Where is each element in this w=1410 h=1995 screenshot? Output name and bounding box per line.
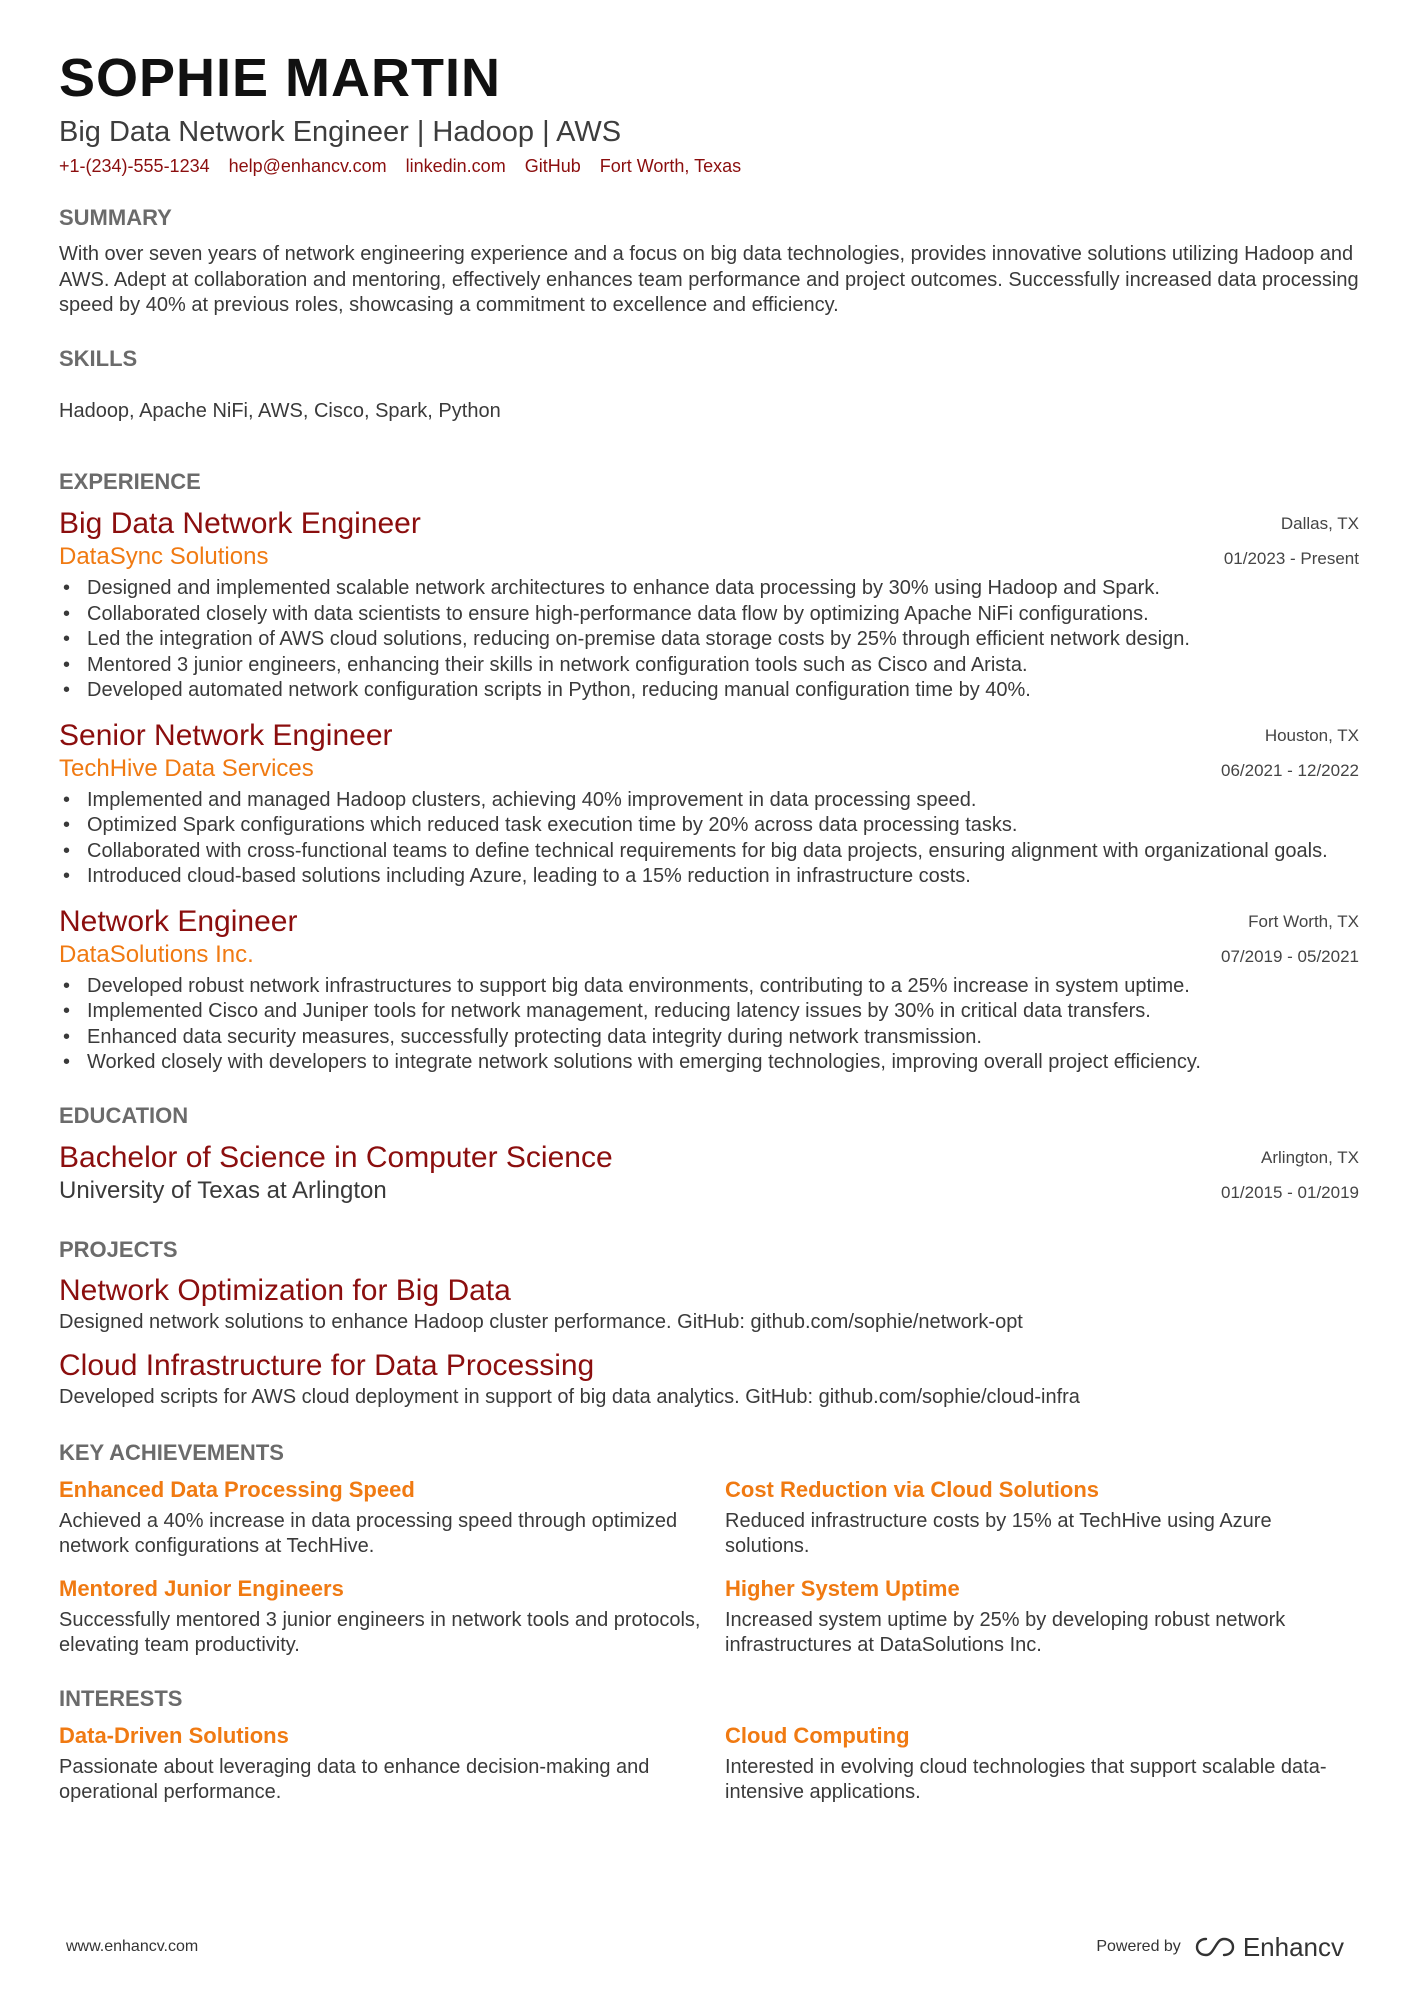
section-title-projects: PROJECTS bbox=[59, 1236, 178, 1262]
page-footer bbox=[66, 1932, 1344, 1962]
bullet-item: • Developed robust network infrastructures to support big data environments, contributing to a 25% increase in system uptime. bbox=[59, 974, 1359, 1000]
resume-page bbox=[59, 46, 1359, 1806]
bullet-item: • Enhanced data security measures, successfully protecting data integrity during network transmission. bbox=[59, 1025, 1359, 1051]
footer-branding bbox=[1096, 1932, 1344, 1963]
interest-text: Passionate about leveraging data to enhance decision-making and operational performance. bbox=[59, 1755, 650, 1803]
achievement-text: Achieved a 40% increase in data processing speed through optimized network configurations at TechHive. bbox=[59, 1509, 678, 1557]
project-description: Designed network solutions to enhance Hadoop cluster performance. GitHub: github.com/sophie/network-opt bbox=[59, 1310, 1023, 1333]
skills-text: Hadoop, Apache NiFi, AWS, Cisco, Spark, Python bbox=[59, 399, 501, 422]
achievement-title: Mentored Junior Engineers bbox=[59, 1575, 344, 1601]
education-dates: 01/2015 - 01/2019 bbox=[1220, 1182, 1359, 1202]
experience-entry bbox=[59, 904, 1359, 1076]
project-title: Cloud Infrastructure for Data Processing bbox=[59, 1349, 595, 1382]
project-description: Developed scripts for AWS cloud deployment in support of big data analytics. GitHub: github.com/sophie/cloud-infra bbox=[59, 1386, 1080, 1408]
section-title-interests: INTERESTS bbox=[59, 1685, 183, 1711]
bullet-item: • Designed and implemented scalable network architectures to enhance data processing by 30% using Hadoop and Spark. bbox=[59, 576, 1359, 602]
contact-github[interactable]: GitHub bbox=[524, 156, 581, 176]
bullet-item: • Worked closely with developers to integrate network solutions with emerging technologies, improving overall project efficiency. bbox=[59, 1050, 1359, 1076]
bullet-item: • Mentored 3 junior engineers, enhancing their skills in network configuration tools such as Cisco and Arista. bbox=[59, 653, 1359, 679]
project-title: Network Optimization for Big Data bbox=[59, 1273, 511, 1307]
degree-title: Bachelor of Science in Computer Science bbox=[59, 1140, 613, 1174]
interest-text: Interested in evolving cloud technologies that support scalable data-intensive applications. bbox=[725, 1755, 1327, 1803]
job-title: Senior Network Engineer bbox=[59, 718, 393, 752]
achievement-title: Enhanced Data Processing Speed bbox=[59, 1476, 415, 1502]
contact-email[interactable]: help@enhancv.com bbox=[228, 156, 387, 176]
section-title-skills: SKILLS bbox=[59, 345, 138, 371]
footer-url[interactable]: www.enhancv.com bbox=[66, 1938, 199, 1955]
projects-section bbox=[59, 1236, 1359, 1411]
achievement-card bbox=[725, 1574, 1359, 1659]
powered-by-label: Powered by bbox=[1096, 1938, 1181, 1955]
job-dates: 07/2019 - 05/2021 bbox=[1220, 946, 1359, 966]
interest-card bbox=[59, 1721, 725, 1806]
achievement-title: Higher System Uptime bbox=[725, 1575, 960, 1601]
section-title-education: EDUCATION bbox=[59, 1102, 189, 1128]
job-title: Big Data Network Engineer bbox=[59, 507, 421, 540]
job-bullets bbox=[59, 576, 1359, 704]
resume-header bbox=[59, 46, 1359, 178]
achievement-text: Reduced infrastructure costs by 15% at TechHive using Azure solutions. bbox=[725, 1509, 1272, 1557]
job-location: Dallas, TX bbox=[1280, 514, 1359, 533]
bullet-item: • Led the integration of AWS cloud solutions, reducing on-premise data storage costs by 25% through efficient network design. bbox=[59, 627, 1359, 653]
experience-entry bbox=[59, 506, 1359, 704]
interest-card bbox=[725, 1721, 1359, 1806]
company-name: DataSync Solutions bbox=[59, 543, 269, 570]
interests-section bbox=[59, 1685, 1359, 1806]
project-entry bbox=[59, 1272, 1359, 1336]
achievement-text: Increased system uptime by 25% by developing robust network infrastructures at DataSolutions Inc. bbox=[725, 1608, 1286, 1656]
achievements-section bbox=[59, 1439, 1359, 1659]
achievement-card bbox=[59, 1475, 725, 1560]
job-meta bbox=[1221, 904, 1359, 974]
education-entry bbox=[59, 1140, 1359, 1206]
company-name: DataSolutions Inc. bbox=[59, 940, 254, 968]
job-location: Fort Worth, TX bbox=[1248, 911, 1359, 931]
bullet-item: • Implemented and managed Hadoop clusters, achieving 40% improvement in data processing speed. bbox=[59, 788, 1359, 814]
job-dates: 01/2023 - Present bbox=[1223, 549, 1359, 568]
section-title-achievements: KEY ACHIEVEMENTS bbox=[59, 1439, 284, 1465]
achievement-title: Cost Reduction via Cloud Solutions bbox=[725, 1476, 1099, 1502]
job-location: Houston, TX bbox=[1264, 725, 1359, 745]
school-name: University of Texas at Arlington bbox=[59, 1176, 387, 1204]
job-bullets bbox=[59, 974, 1359, 1076]
summary-text: With over seven years of network engineering experience and a focus on big data technologies, provides innovative solutions utilizing Hadoop and AWS. Adept at collaboration and mentoring, effectively enhances team performance and project outcomes. Successfully increased data processing speed by 40% at previous roles, showcasing a commitment to excellence and efficiency. bbox=[59, 243, 1359, 316]
bullet-item: • Collaborated closely with data scientists to ensure high-performance data flow by optimizing Apache NiFi configurations. bbox=[59, 602, 1359, 628]
interests-grid bbox=[59, 1721, 1359, 1806]
enhancv-brand[interactable] bbox=[1195, 1932, 1344, 1963]
summary-section bbox=[59, 204, 1359, 319]
achievement-card bbox=[59, 1574, 725, 1659]
candidate-name: SOPHIE MARTIN bbox=[59, 48, 502, 108]
section-title-summary: SUMMARY bbox=[59, 205, 172, 230]
candidate-headline: Big Data Network Engineer | Hadoop | AWS bbox=[59, 116, 622, 148]
skills-section bbox=[59, 345, 1359, 425]
job-meta bbox=[1224, 506, 1359, 576]
interest-title: Data-Driven Solutions bbox=[59, 1722, 289, 1748]
enhancv-logo-icon bbox=[1195, 1936, 1235, 1958]
company-name: TechHive Data Services bbox=[59, 754, 314, 782]
bullet-item: • Optimized Spark configurations which reduced task execution time by 20% across data processing tasks. bbox=[59, 813, 1359, 839]
bullet-item: • Collaborated with cross-functional teams to define technical requirements for big data projects, ensuring alignment with organizational goals. bbox=[59, 839, 1359, 865]
achievement-text: Successfully mentored 3 junior engineers in network tools and protocols, elevating team productivity. bbox=[59, 1608, 701, 1656]
interest-title: Cloud Computing bbox=[725, 1722, 910, 1748]
education-location: Arlington, TX bbox=[1261, 1147, 1359, 1167]
achievement-card bbox=[725, 1475, 1359, 1560]
job-meta bbox=[1221, 718, 1359, 788]
section-title-experience: EXPERIENCE bbox=[59, 469, 201, 494]
bullet-item: • Developed automated network configuration scripts in Python, reducing manual configuration time by 40%. bbox=[59, 678, 1359, 704]
experience-entry bbox=[59, 718, 1359, 890]
education-meta bbox=[1221, 1140, 1359, 1210]
job-bullets bbox=[59, 788, 1359, 890]
contact-linkedin[interactable]: linkedin.com bbox=[405, 156, 506, 176]
contact-phone[interactable]: +1-(234)-555-1234 bbox=[59, 156, 210, 176]
bullet-item: • Introduced cloud-based solutions including Azure, leading to a 15% reduction in infrastructure costs. bbox=[59, 864, 1359, 890]
education-section bbox=[59, 1102, 1359, 1206]
bullet-item: • Implemented Cisco and Juniper tools for network management, reducing latency issues by 30% in critical data transfers. bbox=[59, 999, 1359, 1025]
project-entry bbox=[59, 1347, 1359, 1411]
achievements-grid bbox=[59, 1475, 1359, 1659]
job-dates: 06/2021 - 12/2022 bbox=[1220, 760, 1359, 780]
contact-bar bbox=[59, 154, 1359, 178]
job-title: Network Engineer bbox=[59, 904, 298, 938]
brand-name: Enhancv bbox=[1242, 1931, 1344, 1962]
contact-location: Fort Worth, Texas bbox=[599, 156, 742, 176]
experience-section bbox=[59, 468, 1359, 1076]
